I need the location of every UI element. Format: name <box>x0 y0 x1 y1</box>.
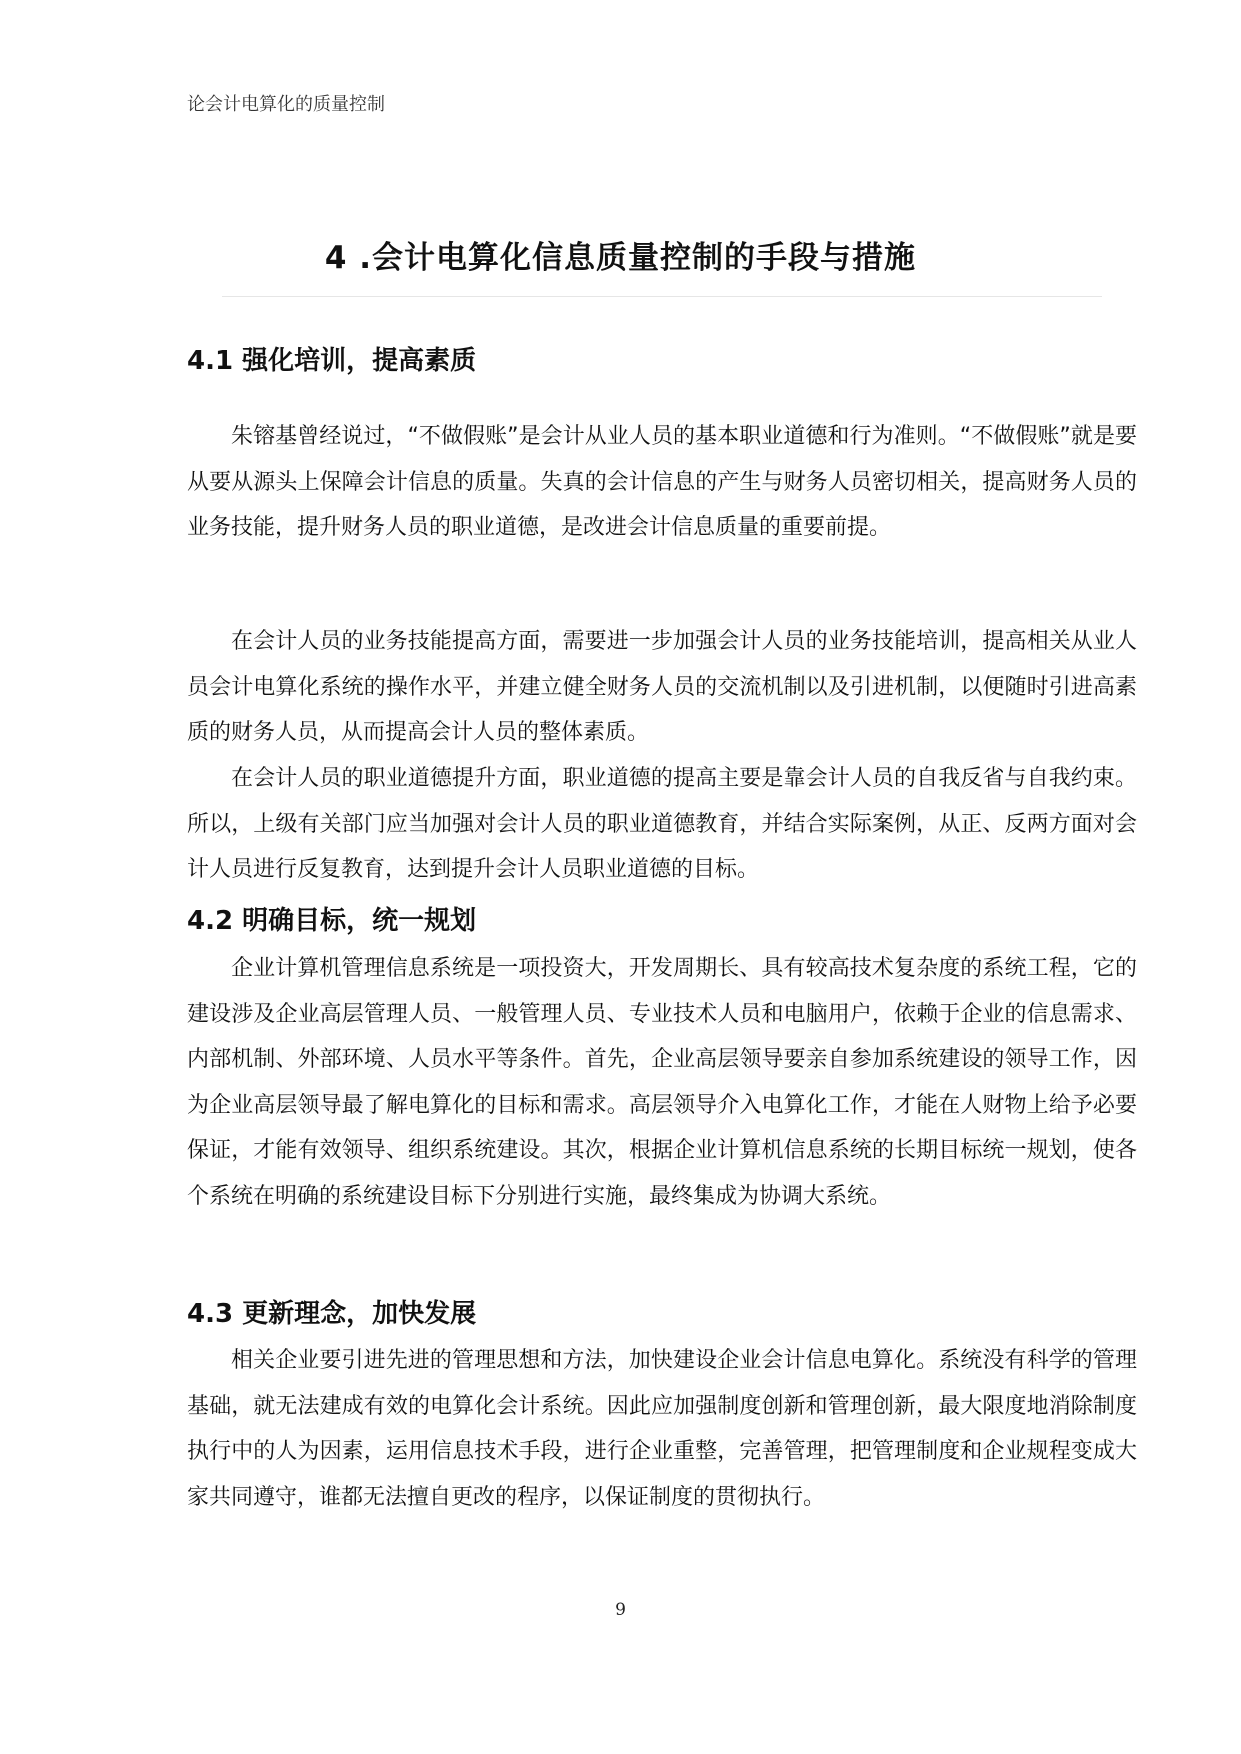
title-divider <box>222 296 1102 297</box>
paragraph: 企业计算机管理信息系统是一项投资大，开发周期长、具有较高技术复杂度的系统工程，它的建设涉及企业高层管理人员、一般管理人员、专业技术人员和电脑用户，依赖于企业的信息需求、内部机制、外部环境、人员水平等条件。首先，企业高层领导要亲自参加系统建设的领导工作，因为企业高层领导最了解电算化的目标和需求。高层领导介入电算化工作，才能在人财物上给予必要保证，才能有效领导、组织系统建设。其次，根据企业计算机信息系统的长期目标统一规划，使各个系统在明确的系统建设目标下分别进行实施，最终集成为协调大系统。 <box>187 956 1137 1209</box>
running-header: 论会计电算化的质量控制 <box>187 94 385 115</box>
section-heading-4-3: 4.3 更新理念，加快发展 <box>187 1299 477 1329</box>
paragraph: 朱镕基曾经说过，“不做假账”是会计从业人员的基本职业道德和行为准则。“不做假账”就是要从要从源头上保障会计信息的质量。失真的会计信息的产生与财务人员密切相关，提高财务人员的业务技能，提升财务人员的职业道德，是改进会计信息质量的重要前提。 <box>187 424 1137 540</box>
paragraph: 在会计人员的业务技能提高方面，需要进一步加强会计人员的业务技能培训，提高相关从业人员会计电算化系统的操作水平，并建立健全财务人员的交流机制以及引进机制，以便随时引进高素质的财务人员，从而提高会计人员的整体素质。 <box>187 629 1137 745</box>
paragraph: 在会计人员的职业道德提升方面，职业道德的提高主要是靠会计人员的自我反省与自我约束。所以，上级有关部门应当加强对会计人员的职业道德教育，并结合实际案例，从正、反两方面对会计人员进行反复教育，达到提升会计人员职业道德的目标。 <box>187 766 1137 882</box>
page-number: 9 <box>615 1600 626 1620</box>
section-heading-4-2: 4.2 明确目标，统一规划 <box>187 906 477 936</box>
section-heading-4-1: 4.1 强化培训，提高素质 <box>187 346 477 376</box>
chapter-title: 4 .会计电算化信息质量控制的手段与措施 <box>324 240 917 276</box>
paragraph: 相关企业要引进先进的管理思想和方法，加快建设企业会计信息电算化。系统没有科学的管理基础，就无法建成有效的电算化会计系统。因此应加强制度创新和管理创新，最大限度地消除制度执行中的人为因素，运用信息技术手段，进行企业重整，完善管理，把管理制度和企业规程变成大家共同遵守，谁都无法擅自更改的程序，以保证制度的贯彻执行。 <box>187 1348 1137 1510</box>
